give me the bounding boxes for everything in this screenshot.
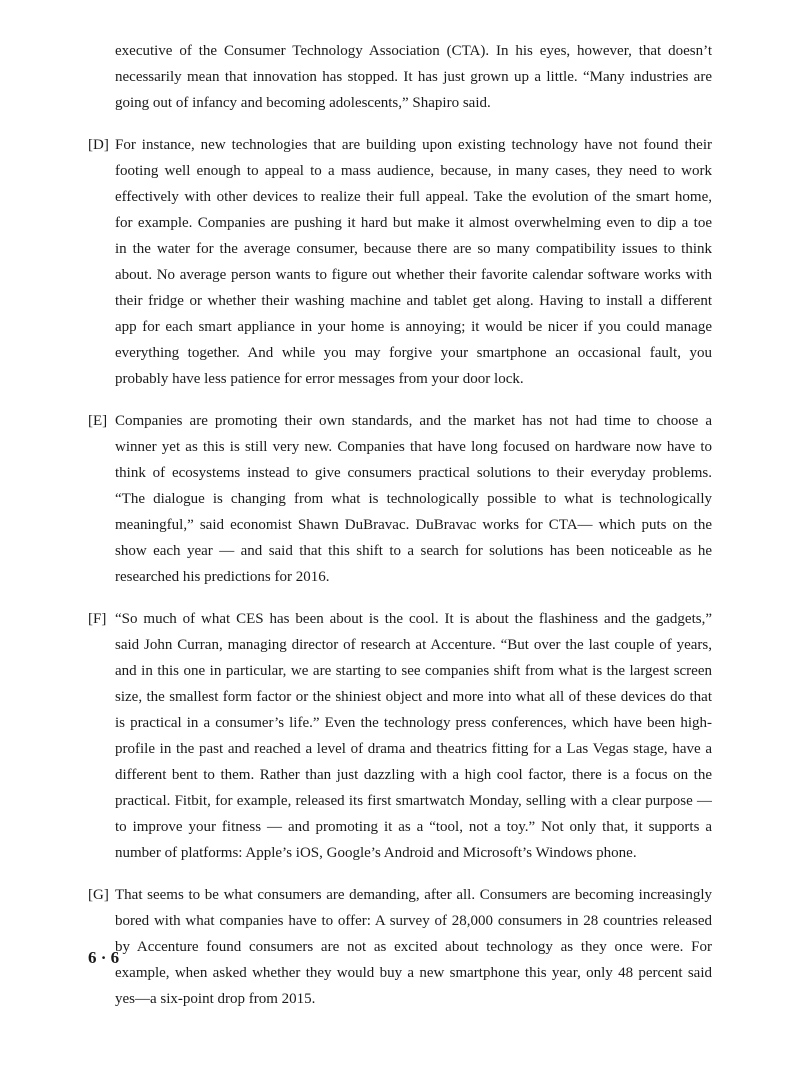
paragraph [88, 882, 712, 1012]
paragraph-label: [F] [88, 611, 107, 627]
text-line: example, when asked whether they would buy a new smartphone this year, only 48 percent said [115, 965, 712, 981]
text-line: everything together. And while you may forgive your smartphone an occasional fault, you [115, 345, 712, 361]
text-line: “So much of what CES has been about is the cool. It is about the flashiness and the gadgets,” [115, 611, 712, 627]
page-number: 6 · 6 [88, 948, 120, 967]
text-line: effectively with other devices to realize their full appeal. Take the evolution of the smart home, [115, 189, 712, 205]
paragraph-label: [D] [88, 137, 109, 153]
text-line: their fridge or whether their washing machine and tablet get along. Having to install a different [115, 293, 712, 309]
text-line: app for each smart appliance in your home is annoying; it would be nicer if you could manage [115, 319, 712, 335]
document-body [88, 38, 712, 1028]
text-line: That seems to be what consumers are demanding, after all. Consumers are becoming increasingly [115, 887, 712, 903]
paragraph [88, 408, 712, 590]
text-line: size, the smallest form factor or the shiniest object and more into what all of these devices do that [115, 689, 712, 705]
text-line: For instance, new technologies that are building upon existing technology have not found their [115, 137, 712, 153]
text-line: practical. Fitbit, for example, released its first smartwatch Monday, selling with a clear purpose — [115, 793, 712, 809]
text-line: show each year — and said that this shift to a search for solutions has been noticeable as he [115, 543, 712, 559]
text-line: Companies are promoting their own standards, and the market has not had time to choose a [115, 413, 712, 429]
text-line: “The dialogue is changing from what is technologically possible to what is technologically [115, 491, 712, 507]
paragraph [88, 38, 712, 116]
text-line: for example. Companies are pushing it hard but make it almost overwhelming even to dip a toe [115, 215, 712, 231]
text-line: think of ecosystems instead to give consumers practical solutions to their everyday problems. [115, 465, 712, 481]
text-line: going out of infancy and becoming adolescents,” Shapiro said. [115, 95, 491, 111]
text-line: and in this one in particular, we are starting to see companies shift from what is the largest screen [115, 663, 712, 679]
paragraph-label: [G] [88, 887, 109, 903]
text-line: bored with what companies have to offer: A survey of 28,000 consumers in 28 countries released [115, 913, 712, 929]
text-line: probably have less patience for error messages from your door lock. [115, 371, 524, 387]
text-line: about. No average person wants to figure out whether their favorite calendar software works with [115, 267, 712, 283]
text-line: different bent to them. Rather than just dazzling with a high cool factor, there is a focus on the [115, 767, 712, 783]
text-line: researched his predictions for 2016. [115, 569, 330, 585]
text-line: number of platforms: Apple’s iOS, Google’s Android and Microsoft’s Windows phone. [115, 845, 637, 861]
text-line: in the water for the average consumer, because there are so many compatibility issues to think [115, 241, 712, 257]
text-line: necessarily mean that innovation has stopped. It has just grown up a little. “Many industries are [115, 69, 712, 85]
text-line: meaningful,” said economist Shawn DuBravac. DuBravac works for CTA— which puts on the [115, 517, 712, 533]
text-line: is practical in a consumer’s life.” Even the technology press conferences, which have been high- [115, 715, 712, 731]
text-line: yes—a six-point drop from 2015. [115, 991, 316, 1007]
text-line: by Accenture found consumers are not as excited about technology as they once were. For [115, 939, 712, 955]
text-line: profile in the past and reached a level of drama and theatrics fitting for a Las Vegas stage, have a [115, 741, 712, 757]
paragraph-label: [E] [88, 413, 108, 429]
text-line: to improve your fitness — and promoting it as a “tool, not a toy.” Not only that, it supports a [115, 819, 712, 835]
text-line: footing well enough to appeal to a mass audience, because, in many cases, they need to work [115, 163, 712, 179]
paragraph [88, 606, 712, 866]
paragraph [88, 132, 712, 392]
text-line: winner yet as this is still very new. Companies that have long focused on hardware now have to [115, 439, 712, 455]
text-line: executive of the Consumer Technology Association (CTA). In his eyes, however, that doesn’t [115, 43, 712, 59]
text-line: said John Curran, managing director of research at Accenture. “But over the last couple of years, [115, 637, 712, 653]
